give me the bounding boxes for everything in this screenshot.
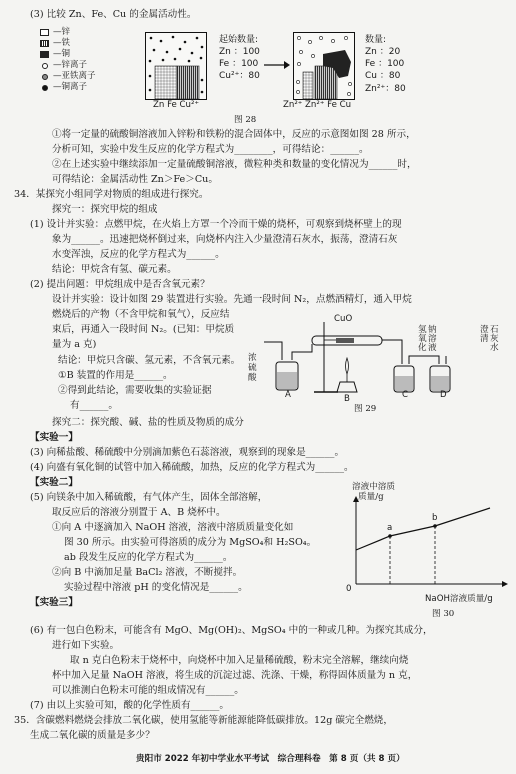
q34-4: (4) 向盛有氧化铜的试管中加入稀硫酸，加热，反应的化学方程式为______。: [30, 462, 354, 473]
experiment-1-heading: 【实验一】: [30, 432, 78, 443]
experiment-2-heading: 【实验二】: [30, 477, 78, 488]
q34-6-line3: 取 n 克白色粉末于烧杯中，向烧杯中加入足量稀硫酸，粉末完全溶解，继续向烧: [70, 655, 409, 666]
label-d: D: [440, 390, 447, 400]
figure-28-end-box: [293, 32, 355, 100]
q35-line2: 生成二氧化碳的质量是多少？: [30, 730, 155, 741]
q34-1-line2: 象为______。迅速把烧杯倒过来，向烧杯内注入少量澄清石灰水，振荡，澄清石灰: [52, 234, 398, 245]
point-a-label: a: [387, 523, 393, 533]
figure-28-start-box: [145, 32, 207, 100]
q34-2-sub2-cont: 有______。: [70, 400, 118, 411]
q33-3-part1-line1: ①将一定量的硫酸铜溶液加入锌粉和铁粉的混合固体中，反应的示意图如图 28 所示，: [52, 129, 416, 140]
q34-3: (3) 向稀盐酸、稀硫酸中分别滴加紫色石蕊溶液，观察到的现象是______。: [30, 447, 345, 458]
q33-3-part2-line2: 可得结论：金属活动性 Zn＞Fe＞Cu。: [52, 174, 218, 185]
legend-ferrous-ion: —亚铁离子: [40, 71, 96, 82]
figure-30-ylabel: 溶液中溶质 质量/g: [352, 482, 395, 503]
q34-2-sub2: ②得到此结论，需要收集的实验证据: [58, 385, 212, 396]
q35-line1: 35．含碳燃料燃烧会排放二氧化碳，使用氢能等新能源能降低碳排放。12g 碳完全燃烧，: [14, 715, 393, 726]
copper-ion-circle-icon: [42, 85, 48, 91]
point-b: [433, 524, 437, 528]
cuo-label: CuO: [334, 314, 353, 324]
q34-inquiry-2: 探究二：探究酸、碱、盐的性质及物质的成分: [52, 417, 244, 428]
q34-5-line7: 实验过程中溶液 pH 的变化情况是______。: [64, 582, 248, 593]
q34-1-line1: (1) 设计并实验：点燃甲烷，在火焰上方罩一个冷而干燥的烧杯，可观察到烧杯壁上的现: [30, 219, 402, 230]
figure-30-xlabel: NaOH溶液质量/g: [425, 594, 493, 604]
q34-6-line1: (6) 有一包白色粉末，可能含有 MgO、Mg(OH)₂、MgSO₄ 中的一种或几种。为探究其成分，: [30, 625, 433, 636]
iron-block: [177, 66, 199, 99]
label-b: B: [344, 394, 350, 404]
alcohol-lamp: [337, 382, 357, 392]
legend-zinc: —锌: [40, 27, 96, 38]
q34-2-line4: 束后，再通入一段时间 N₂。(已知：甲烷质: [52, 324, 235, 335]
q34-1-conclusion: 结论：甲烷含有氢、碳元素。: [52, 264, 177, 275]
end-counts: 数量: Zn ：20 Fe ：100 Cu ：80 Zn²⁺：80: [365, 35, 406, 94]
legend-copper-ion: —铜离子: [40, 82, 96, 93]
q34-heading: 34．某探究小组同学对物质的组成进行探究。: [14, 189, 209, 200]
origin-label: 0: [346, 584, 352, 594]
legend-zinc-ion: —锌离子: [40, 60, 96, 71]
figure-28-legend: [40, 27, 96, 93]
q34-2-line3: 燃烧后的产物（不含甲烷和氧气），反应结: [52, 309, 230, 320]
iron-square-icon: [40, 40, 49, 47]
figure-28-caption: 图 28: [234, 115, 257, 125]
legend-iron: —铁: [40, 38, 96, 49]
start-counts: 起始数量: Zn ：100 Fe ：100 Cu²⁺：80: [219, 35, 260, 82]
point-a: [388, 534, 392, 538]
q34-7: (7) 由以上实验可知，酸的化学性质有______。: [30, 700, 229, 711]
naoh-solution-label: 氢 钠 氧 溶 化 液: [418, 325, 437, 354]
q34-5-line5: ab 段发生反应的化学方程式为______。: [64, 552, 233, 563]
q33-3-title: (3) 比较 Zn、Fe、Cu 的金属活动性。: [30, 9, 197, 20]
figure-30-graph: [340, 496, 510, 592]
q34-2-conclusion: 结论：甲烷只含碳、氢元素，不含氧元素。: [58, 355, 241, 366]
label-c: C: [402, 390, 409, 400]
q34-1-line3: 水变浑浊，反应的化学方程式为______。: [52, 249, 225, 260]
q34-6-line4: 杯中加入足量 NaOH 溶液，将生成的沉淀过滤、洗涤、干燥，称得固体质量为 n 克，: [52, 670, 418, 681]
figure-28-end-labels: Zn²⁺ Zn²⁺ Fe Cu: [283, 100, 352, 110]
q34-6-line2: 进行如下实验。: [52, 640, 120, 651]
limewater-label: 澄 石 清 灰 水: [480, 325, 499, 354]
figure-29-caption: 图 29: [354, 404, 377, 414]
q34-5-line4: 图 30 所示。由实验可得溶质的成分为 MgSO₄和 H₂SO₄。: [64, 537, 317, 548]
zinc-ion-circle-icon: [42, 63, 48, 69]
label-a: A: [285, 390, 291, 400]
q34-5-line3: ①向 A 中逐滴加入 NaOH 溶液，溶液中溶质质量变化如: [52, 522, 294, 533]
q34-2-line1: (2) 提出问题：甲烷组成中是否含氧元素？: [30, 279, 210, 290]
q34-5-line1: (5) 向镁条中加入稀硫酸，有气体产生，固体全部溶解，: [30, 492, 268, 503]
figure-30-caption: 图 30: [432, 609, 455, 619]
zinc-block: [155, 66, 177, 99]
solute-mass-line: [356, 508, 490, 550]
q34-6-line5: 可以推测白色粉末可能的组成情况有______。: [52, 685, 244, 696]
legend-copper: —铜: [40, 49, 96, 60]
conc-sulfuric-acid-label: 浓 硫 酸: [248, 353, 257, 383]
q34-5-line2: 取反应后的溶液分别置于 A、B 烧杯中。: [52, 507, 226, 518]
q34-2-line2: 设计并实验：设计如图 29 装置进行实验。先通一段时间 N₂，点燃酒精灯，通入甲烷: [52, 294, 412, 305]
q34-5-line6: ②向 B 中滴加足量 BaCl₂ 溶液，不断搅拌。: [52, 567, 243, 578]
page-footer: 贵阳市 2022 年初中学业水平考试 综合理科卷 第 8 页（共 8 页）: [136, 754, 405, 764]
point-b-label: b: [432, 513, 438, 523]
experiment-3-heading: 【实验三】: [30, 597, 78, 608]
zinc-square-icon: [40, 29, 49, 36]
reaction-arrow-icon: [264, 60, 290, 70]
q34-2-line5: 量为 a 克): [52, 339, 97, 350]
q34-2-sub1: ①B 装置的作用是______。: [58, 370, 173, 381]
figure-28-start-labels: Zn Fe Cu²⁺: [153, 100, 199, 110]
q33-3-part1-line2: 分析可知，实验中发生反应的化学方程式为________，可得结论：______。: [52, 144, 369, 155]
q34-inquiry-1: 探究一：探究甲烷的组成: [52, 204, 158, 215]
copper-square-icon: [40, 51, 49, 58]
q33-3-part2-line1: ②在上述实验中继续添加一定量硫酸铜溶液，微粒种类和数量的变化情况为______时，: [52, 159, 417, 170]
ferrous-ion-circle-icon: [42, 74, 48, 80]
